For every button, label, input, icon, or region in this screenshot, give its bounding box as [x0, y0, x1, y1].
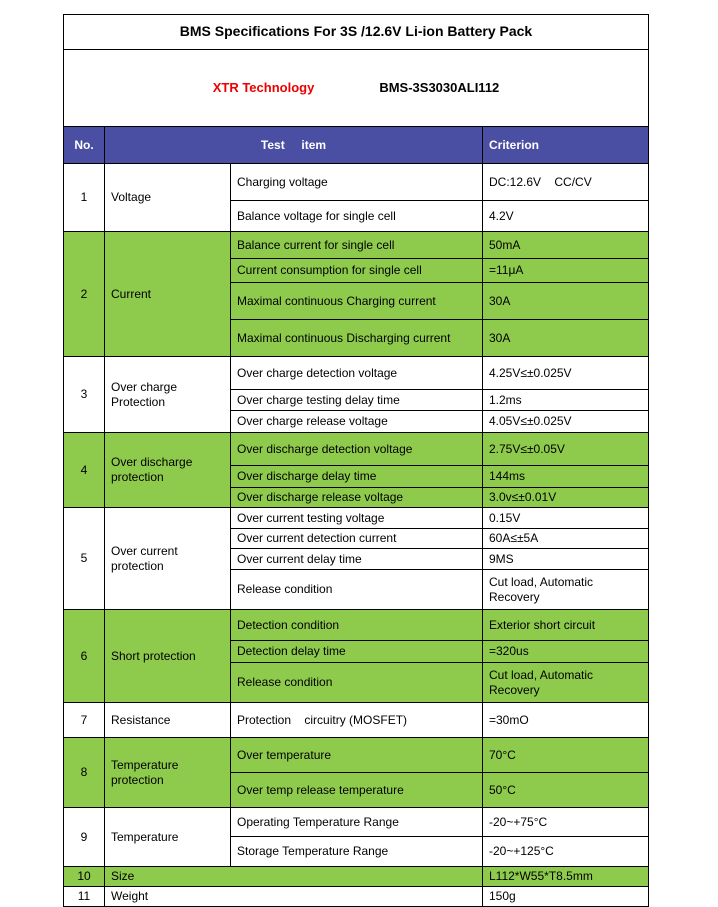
criterion-cell: =30mO	[483, 703, 649, 738]
model-number: BMS-3S3030ALI112	[379, 80, 500, 95]
criterion-cell: -20~+75°C	[483, 808, 649, 837]
category-cell: Temperature protection	[105, 738, 231, 808]
criterion-cell: 4.25V≤±0.025V	[483, 357, 649, 390]
spec-sheet	[63, 14, 649, 907]
criterion-cell: 4.2V	[483, 201, 649, 232]
row-number: 6	[64, 610, 105, 703]
row-number: 9	[64, 808, 105, 867]
test-item-cell: Over current testing voltage	[231, 508, 483, 529]
spec-row	[64, 808, 649, 837]
test-item-cell: Detection condition	[231, 610, 483, 641]
page-title: BMS Specifications For 3S /12.6V Li-ion Battery Pack	[64, 15, 649, 50]
test-item-cell: Over current detection current	[231, 529, 483, 549]
test-item-cell: Operating Temperature Range	[231, 808, 483, 837]
criterion-cell: 3.0v≤±0.01V	[483, 488, 649, 508]
row-number: 5	[64, 508, 105, 610]
test-item-cell: Balance voltage for single cell	[231, 201, 483, 232]
criterion-cell: 50°C	[483, 773, 649, 808]
spec-row	[64, 433, 649, 466]
criterion-cell: 50mA	[483, 232, 649, 259]
test-item-cell: Over discharge detection voltage	[231, 433, 483, 466]
criterion-cell: Cut load, Automatic Recovery	[483, 570, 649, 610]
table-header-row	[64, 127, 649, 164]
title-row	[64, 15, 649, 50]
criterion-cell: =320us	[483, 641, 649, 663]
criterion-cell: Cut load, Automatic Recovery	[483, 663, 649, 703]
spec-row	[64, 887, 649, 907]
criterion-cell: L112*W55*T8.5mm	[483, 867, 649, 887]
category-cell: Size	[105, 867, 483, 887]
category-cell: Over charge Protection	[105, 357, 231, 433]
spec-row	[64, 232, 649, 259]
test-item-cell: Over temp release temperature	[231, 773, 483, 808]
test-item-cell: Maximal continuous Charging current	[231, 283, 483, 320]
criterion-cell: 1.2ms	[483, 390, 649, 411]
criterion-cell: 30A	[483, 283, 649, 320]
row-number: 2	[64, 232, 105, 357]
test-item-cell: Balance current for single cell	[231, 232, 483, 259]
test-item-cell: Over current delay time	[231, 549, 483, 570]
criterion-cell: 0.15V	[483, 508, 649, 529]
test-item-cell: Over charge detection voltage	[231, 357, 483, 390]
criterion-cell: -20~+125°C	[483, 837, 649, 867]
category-cell: Current	[105, 232, 231, 357]
header-no: No.	[64, 127, 105, 164]
criterion-cell: 9MS	[483, 549, 649, 570]
header-criterion: Criterion	[483, 127, 649, 164]
test-item-cell: Over temperature	[231, 738, 483, 773]
category-cell: Voltage	[105, 164, 231, 232]
criterion-cell: 30A	[483, 320, 649, 357]
row-number: 7	[64, 703, 105, 738]
test-item-cell: Over discharge release voltage	[231, 488, 483, 508]
test-item-cell: Protection circuitry (MOSFET)	[231, 703, 483, 738]
test-item-cell: Over charge release voltage	[231, 411, 483, 433]
spec-row	[64, 610, 649, 641]
test-item-cell: Charging voltage	[231, 164, 483, 201]
category-cell: Over current protection	[105, 508, 231, 610]
spec-row	[64, 357, 649, 390]
criterion-cell: 2.75V≤±0.05V	[483, 433, 649, 466]
criterion-cell: 4.05V≤±0.025V	[483, 411, 649, 433]
spec-table	[63, 14, 649, 907]
test-item-cell: Over charge testing delay time	[231, 390, 483, 411]
criterion-cell: DC:12.6V CC/CV	[483, 164, 649, 201]
subtitle-row	[64, 50, 649, 127]
row-number: 10	[64, 867, 105, 887]
row-number: 8	[64, 738, 105, 808]
spec-row	[64, 164, 649, 201]
spec-row	[64, 508, 649, 529]
header-test-item: Test item	[105, 127, 483, 164]
spec-row	[64, 703, 649, 738]
row-number: 3	[64, 357, 105, 433]
criterion-cell: Exterior short circuit	[483, 610, 649, 641]
test-item-cell: Maximal continuous Discharging current	[231, 320, 483, 357]
category-cell: Weight	[105, 887, 483, 907]
criterion-cell: 144ms	[483, 466, 649, 488]
criterion-cell: 150g	[483, 887, 649, 907]
criterion-cell: =11μA	[483, 259, 649, 283]
test-item-cell: Release condition	[231, 570, 483, 610]
category-cell: Over discharge protection	[105, 433, 231, 508]
spec-table-body	[64, 164, 649, 907]
brand-name: XTR Technology	[212, 80, 315, 95]
test-item-cell: Release condition	[231, 663, 483, 703]
row-number: 1	[64, 164, 105, 232]
criterion-cell: 60A≤±5A	[483, 529, 649, 549]
test-item-cell: Current consumption for single cell	[231, 259, 483, 283]
test-item-cell: Storage Temperature Range	[231, 837, 483, 867]
test-item-cell: Detection delay time	[231, 641, 483, 663]
spec-row	[64, 738, 649, 773]
spec-row	[64, 867, 649, 887]
criterion-cell: 70°C	[483, 738, 649, 773]
subtitle	[68, 80, 644, 96]
category-cell: Resistance	[105, 703, 231, 738]
category-cell: Temperature	[105, 808, 231, 867]
category-cell: Short protection	[105, 610, 231, 703]
row-number: 11	[64, 887, 105, 907]
test-item-cell: Over discharge delay time	[231, 466, 483, 488]
row-number: 4	[64, 433, 105, 508]
